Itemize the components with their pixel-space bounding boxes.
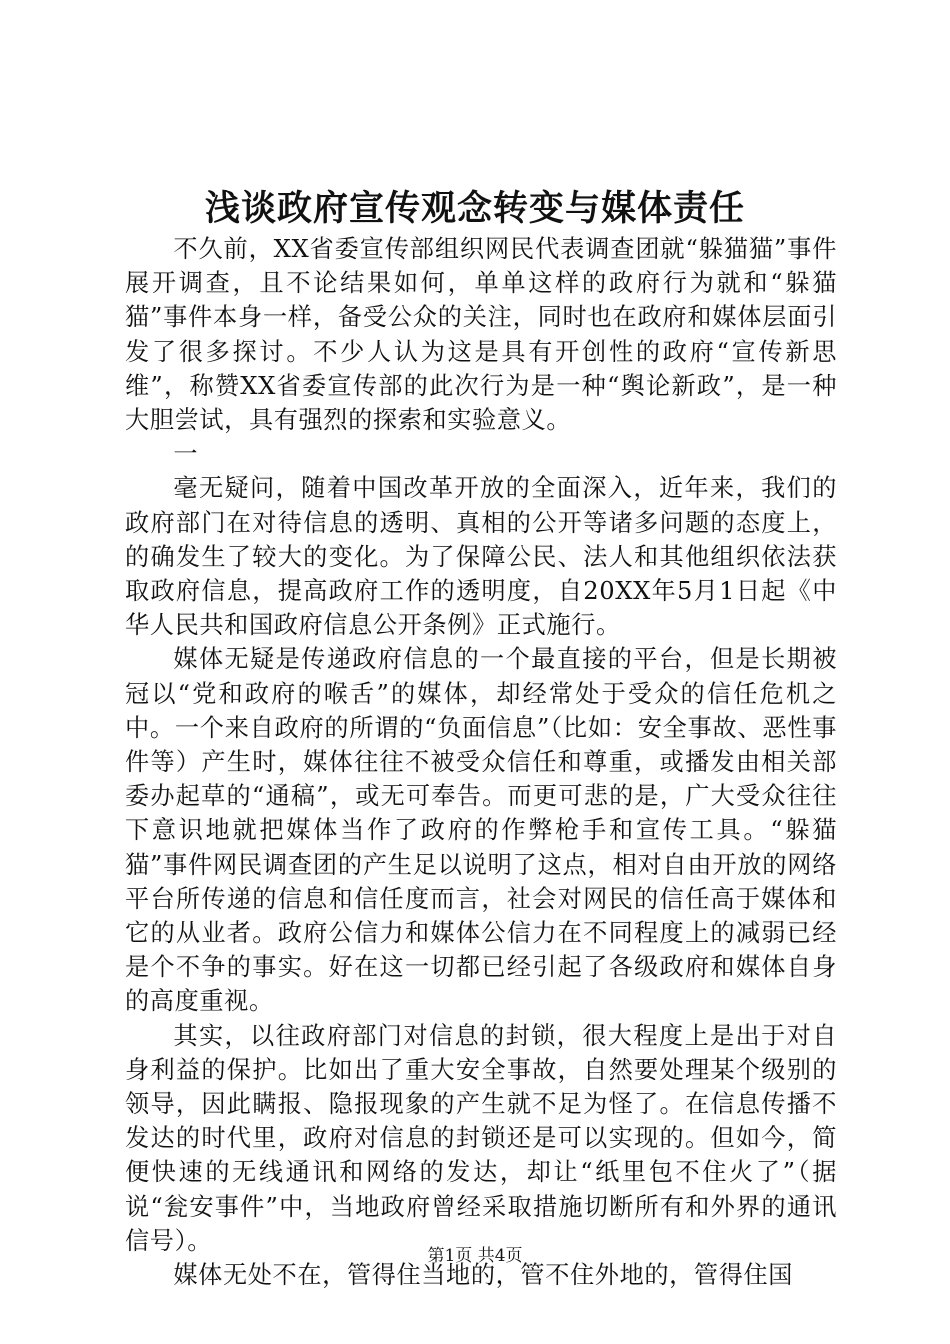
paragraph-media-everywhere: 媒体无处不在，管得住当地的，管不住外地的，管得住国 bbox=[173, 1261, 794, 1290]
document-body bbox=[125, 232, 837, 1292]
paragraph-intro: 不久前，XX省委宣传部组织网民代表调查团就“躲猫猫”事件展开调查，且不论结果如何，单单这样的政府行为就和“躲猫猫”事件本身一样，备受公众的关注，同时也在政府和媒体层面引发了很多探讨。不少人认为这是具有开创性的政府“宣传新思维”，称赞XX省委宣传部的此次行为是一种“舆论新政”，是一种大胆尝试，具有强烈的探索和实验意义。 bbox=[125, 235, 837, 435]
paragraph-media-trust: 媒体无疑是传递政府信息的一个最直接的平台，但是长期被冠以“党和政府的喉舌”的媒体，却经常处于受众的信任危机之中。一个来自政府的所谓的“负面信息”（比如：安全事故、恶性事件等）产生时，媒体往往不被受众信任和尊重，或播发由相关部委办起草的“通稿”，或无可奉告。而更可悲的是，广大受众往往下意识地就把媒体当作了政府的作弊枪手和宣传工具。“躲猫猫”事件网民调查团的产生足以说明了这点，相对自由开放的网络平台所传递的信息和信任度而言，社会对网民的信任高于媒体和它的从业者。政府公信力和媒体公信力在不同程度上的减弱已经是个不争的事实。好在这一切都已经引起了各级政府和媒体自身的高度重视。 bbox=[125, 645, 837, 1016]
section-number: 一 bbox=[173, 440, 199, 469]
page-footer: 第1页 共4页 bbox=[427, 1246, 523, 1266]
page-title: 浅谈政府宣传观念转变与媒体责任 bbox=[204, 188, 745, 229]
paragraph-information-blockade: 其实，以往政府部门对信息的封锁，很大程度上是出于对自身利益的保护。比如出了重大安全事故，自然要处理某个级别的领导，因此瞒报、隐报现象的产生就不足为怪了。在信息传播不发达的时代里，政府对信息的封锁还是可以实现的。但如今，简便快速的无线通讯和网络的发达，却让“纸里包不住火了”（据说“瓮安事件”中，当地政府曾经采取措施切断所有和外界的通讯信号）。 bbox=[125, 1021, 837, 1255]
paragraph-transparency: 毫无疑问，随着中国改革开放的全面深入，近年来，我们的政府部门在对待信息的透明、真相的公开等诸多问题的态度上，的确发生了较大的变化。为了保障公民、法人和其他组织依法获取政府信息，提高政府工作的透明度，自20XX年5月1日起《中华人民共和国政府信息公开条例》正式施行。 bbox=[125, 474, 837, 640]
